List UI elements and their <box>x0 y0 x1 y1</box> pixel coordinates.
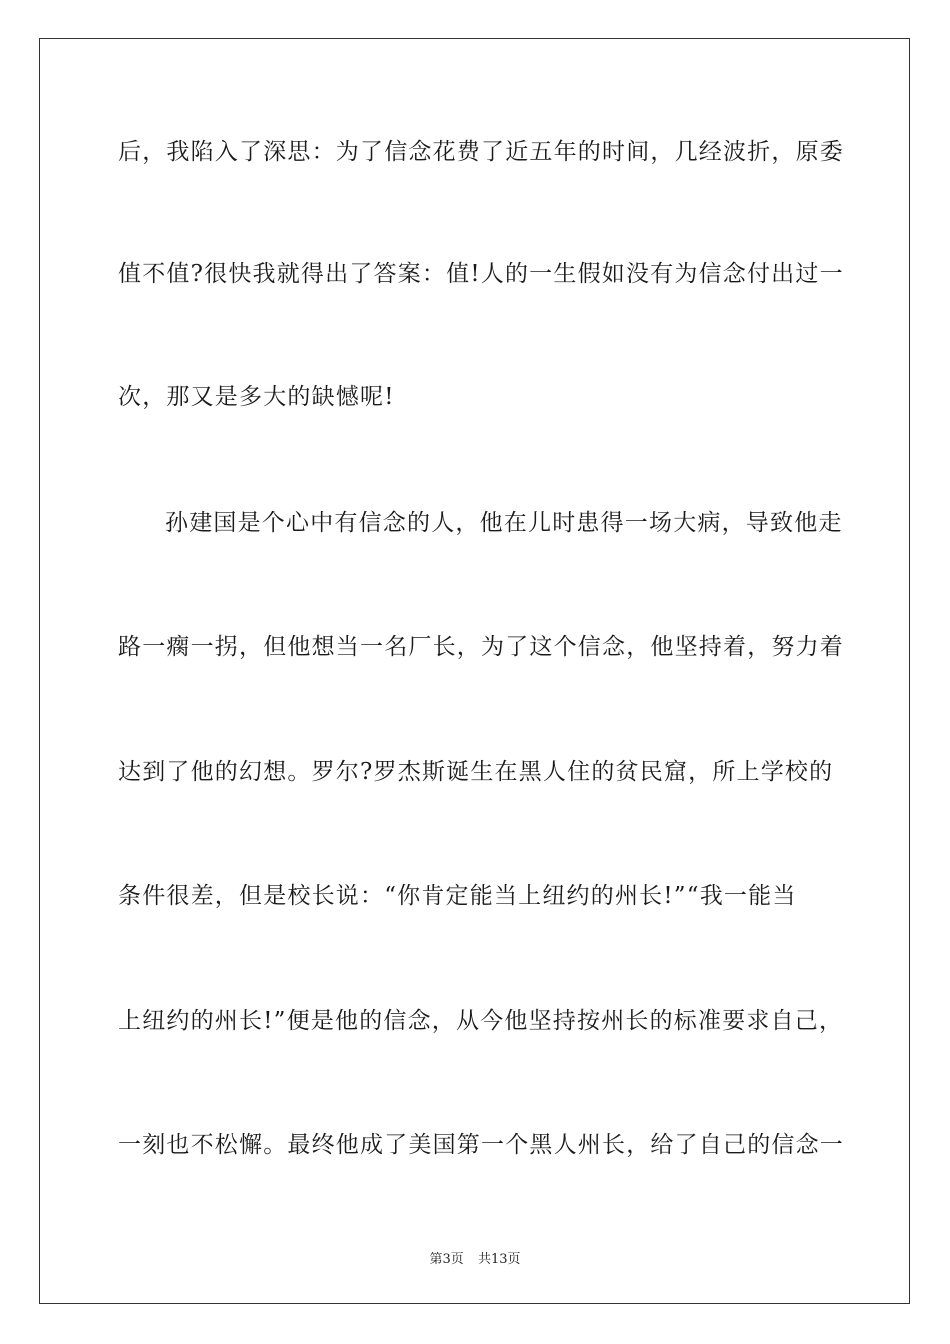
text-line-2: 值不值?很快我就得出了答案：值!人的一生假如没有为信念付出过一 <box>118 261 844 287</box>
page-number: 第3页 <box>429 1252 464 1267</box>
text-line-8: 上纽约的州长!”便是他的信念，从今他坚持按州长的标准要求自己， <box>118 1008 844 1034</box>
page-footer <box>0 1248 950 1267</box>
paragraph-start-line: 孙建国是个心中有信念的人，他在儿时患得一场大病，导致他走 <box>165 510 843 536</box>
page-border <box>39 38 910 1304</box>
text-line-9: 一刻也不松懈。最终他成了美国第一个黑人州长，给了自己的信念一 <box>118 1132 844 1158</box>
text-line-3: 次，那又是多大的缺憾呢! <box>118 384 395 410</box>
text-line-5: 路一瘸一拐，但他想当一名厂长，为了这个信念，他坚持着，努力着 <box>118 634 844 660</box>
text-line-1: 后，我陷入了深思：为了信念花费了近五年的时间，几经波折，原委 <box>118 139 844 165</box>
total-pages: 共13页 <box>477 1252 521 1267</box>
text-line-7: 条件很差，但是校长说：“你肯定能当上纽约的州长!”“我一能当 <box>118 883 797 909</box>
text-line-6: 达到了他的幻想。罗尔?罗杰斯诞生在黑人住的贫民窟，所上学校的 <box>118 759 834 785</box>
